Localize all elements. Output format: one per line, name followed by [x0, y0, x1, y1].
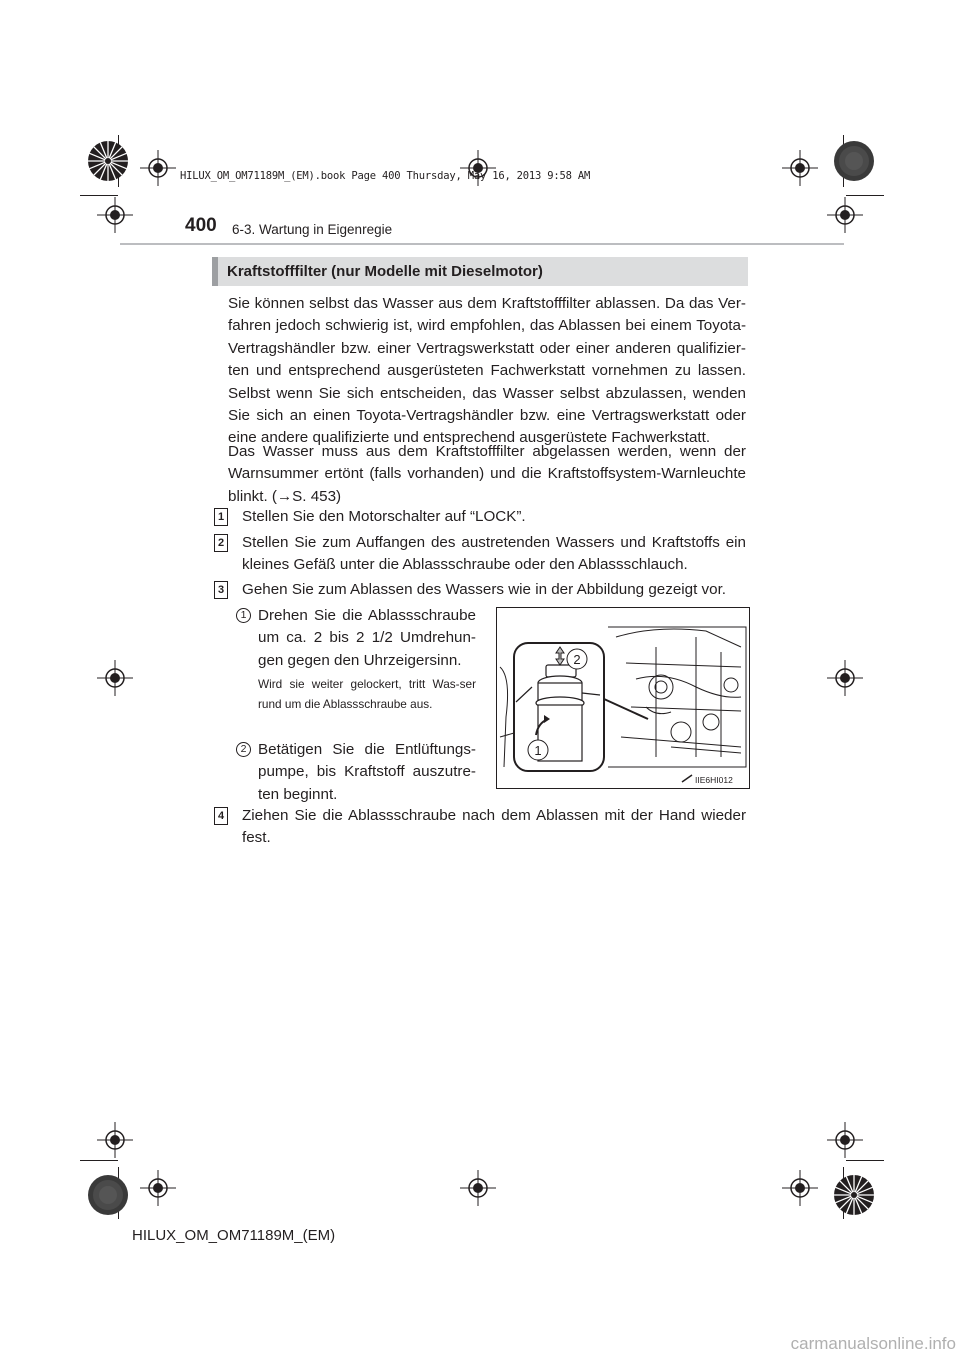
intro-paragraph: Sie können selbst das Wasser aus dem Kraftstofffilter ablassen. Da das Ver-fahren jedoch schwierig ist, wird empfohlen, das Ablassen bei einem Toyota-Vertragshändler bzw. einer Vertragswerkstatt oder einer anderen qualifizier-ten und entsprechend ausgerüsteten Fachwerkstatt vornehmen zu lassen. Selbst wenn Sie sich entscheiden, das Wasser selbst abzulassen, wenden Sie sich an einen Toyota-Vertragshändler bzw. eine Vertragswerkstatt oder eine andere qualifizierte und entsprechend ausgerüstete Fachwerkstatt. — [228, 295, 746, 447]
section-heading: Kraftstofffilter (nur Modelle mit Dieselmotor) — [212, 257, 748, 286]
registration-mark-icon — [782, 150, 818, 186]
callout-1: 1 — [534, 743, 542, 758]
substep-circle-number: 2 — [236, 742, 251, 757]
registration-mark-icon — [460, 1170, 496, 1206]
step-number-box: 2 — [214, 534, 228, 552]
file-stamp: HILUX_OM_OM71189M_(EM).book Page 400 Thursday, May 16, 2013 9:58 AM — [180, 170, 591, 182]
step-text: Stellen Sie zum Auffangen des austretenden Wassers und Kraftstoffs ein kleines Gefäß unter die Ablassschraube oder den Ablassschlauch. — [242, 534, 746, 574]
registration-mark-icon — [827, 1122, 863, 1158]
registration-mark-icon — [97, 660, 133, 696]
registration-mark-icon — [97, 1122, 133, 1158]
substep-note: Wird sie weiter gelockert, tritt Was-ser rund um die Ablassschraube aus. — [258, 677, 476, 711]
substep-text: Betätigen Sie die Entlüftungs-pumpe, bis Kraftstoff auszutre-ten beginnt. — [258, 741, 476, 803]
color-bar-starburst-icon — [87, 140, 129, 182]
registration-mark-icon — [140, 150, 176, 186]
illustration-code: IIE6HI012 — [695, 775, 733, 785]
substep-text: Drehen Sie die Ablassschraube um ca. 2 bis 2 1/2 Umdrehun-gen gegen den Uhrzeigersinn. — [258, 607, 476, 669]
warning-paragraph: Das Wasser muss aus dem Kraftstofffilter abgelassen werden, wenn der Warnsummer ertönt (falls vorhanden) und die Kraftstoffsystem-Warnleuchte blinkt. (→S. 453) — [228, 443, 746, 505]
step-text: Stellen Sie den Motorschalter auf “LOCK”. — [242, 508, 526, 525]
page-number: 400 — [185, 215, 217, 236]
callout-2: 2 — [573, 652, 581, 667]
registration-mark-icon — [140, 1170, 176, 1206]
color-bar-gray-disc-icon — [87, 1174, 129, 1216]
section-title: 6-3. Wartung in Eigenregie — [232, 222, 393, 237]
step-text: Gehen Sie zum Ablassen des Wassers wie in der Abbildung gezeigt vor. — [242, 581, 727, 598]
color-bar-gray-disc-icon — [833, 140, 875, 182]
fuel-filter-illustration — [496, 607, 750, 789]
substep-circle-number: 1 — [236, 608, 251, 623]
color-bar-starburst-icon — [833, 1174, 875, 1216]
header-rule — [120, 243, 844, 245]
registration-mark-icon — [97, 197, 133, 233]
step-text: Ziehen Sie die Ablassschraube nach dem Ablassen mit der Hand wieder fest. — [242, 807, 746, 847]
registration-mark-icon — [827, 660, 863, 696]
step-number-box: 1 — [214, 508, 228, 526]
footer-doc-code: HILUX_OM_OM71189M_(EM) — [132, 1227, 336, 1244]
step-number-box: 3 — [214, 581, 228, 599]
registration-mark-icon — [827, 197, 863, 233]
watermark: carmanualsonline.info — [790, 1334, 956, 1353]
step-number-box: 4 — [214, 807, 228, 825]
registration-mark-icon — [782, 1170, 818, 1206]
